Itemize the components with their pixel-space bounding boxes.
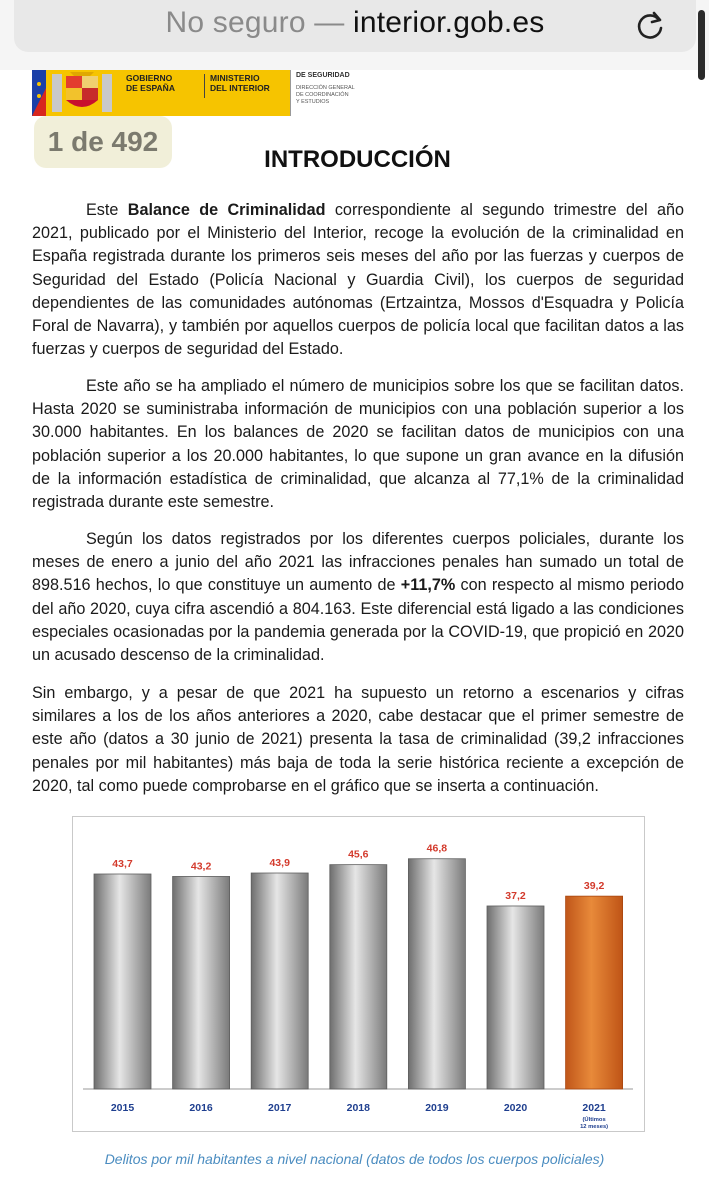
value-label-2016: 43,2 [190, 860, 212, 873]
value-label-2020: 37,2 [505, 889, 526, 902]
category-label-2016: 2016 [189, 1102, 213, 1114]
insecure-label: No seguro — [165, 6, 345, 39]
page-counter: 1 de 492 [34, 116, 172, 168]
bar-2021 [566, 896, 623, 1089]
ministry-line-2: DEL INTERIOR [210, 83, 270, 93]
gov-line-2: DE ESPAÑA [126, 83, 175, 93]
paragraph-1: Este Balance de Criminalidad correspondiente al segundo trimestre del año 2021, publicado por el Ministerio del Interior, recoge la evolución de la criminalidad en España registrada durante los primeros seis meses del año por las fuerzas y cuerpos de Seguridad del Estado (Policía Nacional y Guardia Civil), los cuerpos de seguridad dependientes de las comunidades autónomas (Ertzaintza, Mossos d'Esquadra y Policía Foral de Navarra), y también por aquellos cuerpos de policía local que facilitan datos a las fuerzas y cuerpos de seguridad del Estado. [32, 201, 684, 359]
paragraph-3: Según los datos registrados por los diferentes cuerpos policiales, durante los meses de enero a junio del año 2021 las infracciones penales han sumado un total de 898.516 hechos, lo que constituye un aumento de +11,7% con respecto al mismo periodo del año 2020, cuya cifra ascendió a 804.163. Este diferencial está ligado a las condiciones especiales ocasionadas por la pandemia generada por la COVID-19, que propició en 2020 un acusado descenso de la criminalidad. [32, 530, 685, 665]
paragraph-2: Este año se ha ampliado el número de municipios sobre los que se facilitan datos. Hasta 2020 se suministraba información de municipios con una población superior a los 30.000 habitantes. En los balances de 2020 se facilitan datos de municipios con una población superior a los 20.000 habitantes, lo que supone un gran avance en la difusión de la información estadística de criminalidad, que alcanza al 77,1% de la criminalidad registrada durante este semestre. [32, 377, 684, 512]
domain-label: interior.gob.es [353, 6, 545, 39]
bar-2018 [330, 865, 387, 1089]
department-label-block [290, 70, 371, 116]
bar-2019 [408, 859, 465, 1089]
gov-line-1: GOBIERNO [126, 73, 173, 83]
bold-percentage: +11,7% [400, 576, 456, 595]
address-bar[interactable] [14, 0, 696, 52]
category-label-2021: 2021 [582, 1102, 606, 1114]
category-label-2017: 2017 [268, 1102, 292, 1114]
pdf-page [0, 70, 709, 1200]
category-label-2020: 2020 [503, 1102, 528, 1114]
paragraph-4: Sin embargo, y a pesar de que 2021 ha supuesto un retorno a escenarios y cifras similares a los de los años anteriores a 2020, cabe destacar que el primer semestre de este año (datos a 30 junio de 2021) presenta la tasa de criminalidad (39,2 infracciones penales por mil habitantes) más baja de toda la serie histórica reciente a excepción de 2020, tal como puede comprobarse en el gráfico que se inserta a continuación. [32, 684, 684, 795]
dept-sub-2: DE COORDINACIÓN [296, 92, 349, 98]
reload-icon[interactable] [632, 8, 668, 44]
dept-sub-3: Y ESTUDIOS [296, 99, 330, 105]
value-label-2021: 39,2 [583, 880, 605, 893]
bar-2020 [487, 906, 544, 1089]
scrollbar[interactable] [698, 10, 705, 80]
value-label-2019: 46,8 [426, 842, 448, 855]
category-label-2018: 2018 [346, 1102, 370, 1114]
address-text[interactable] [14, 6, 696, 40]
ministry-line-1: MINISTERIO [210, 73, 260, 83]
value-label-2015: 43,7 [112, 857, 133, 870]
chart-caption: Delitos por mil habitantes a nivel nacional (datos de todos los cuerpos policiales) [104, 1151, 605, 1167]
browser-toolbar [0, 0, 709, 70]
criminality-bar-chart [72, 816, 645, 1132]
value-label-2018: 45,6 [348, 848, 369, 861]
dept-top: DE SEGURIDAD [296, 72, 350, 79]
ministry-header-logo [32, 70, 355, 116]
dept-sub-1: DIRECCIÓN GENERAL [296, 85, 355, 91]
value-label-2017: 43,9 [269, 857, 290, 870]
bar-2017 [251, 873, 308, 1089]
bar-2015 [94, 874, 151, 1089]
bold-term: Balance de Criminalidad [127, 201, 326, 219]
page-title: INTRODUCCIÓN [264, 146, 451, 173]
chart-canvas [73, 817, 644, 1131]
spain-coat-of-arms-icon [32, 70, 116, 116]
header-divider [204, 74, 205, 98]
category-note-2021: (Últimos 12 meses) [580, 1117, 609, 1130]
category-label-2015: 2015 [110, 1102, 135, 1114]
category-label-2019: 2019 [425, 1102, 449, 1114]
government-label-block [116, 70, 290, 116]
bar-2016 [173, 876, 230, 1089]
